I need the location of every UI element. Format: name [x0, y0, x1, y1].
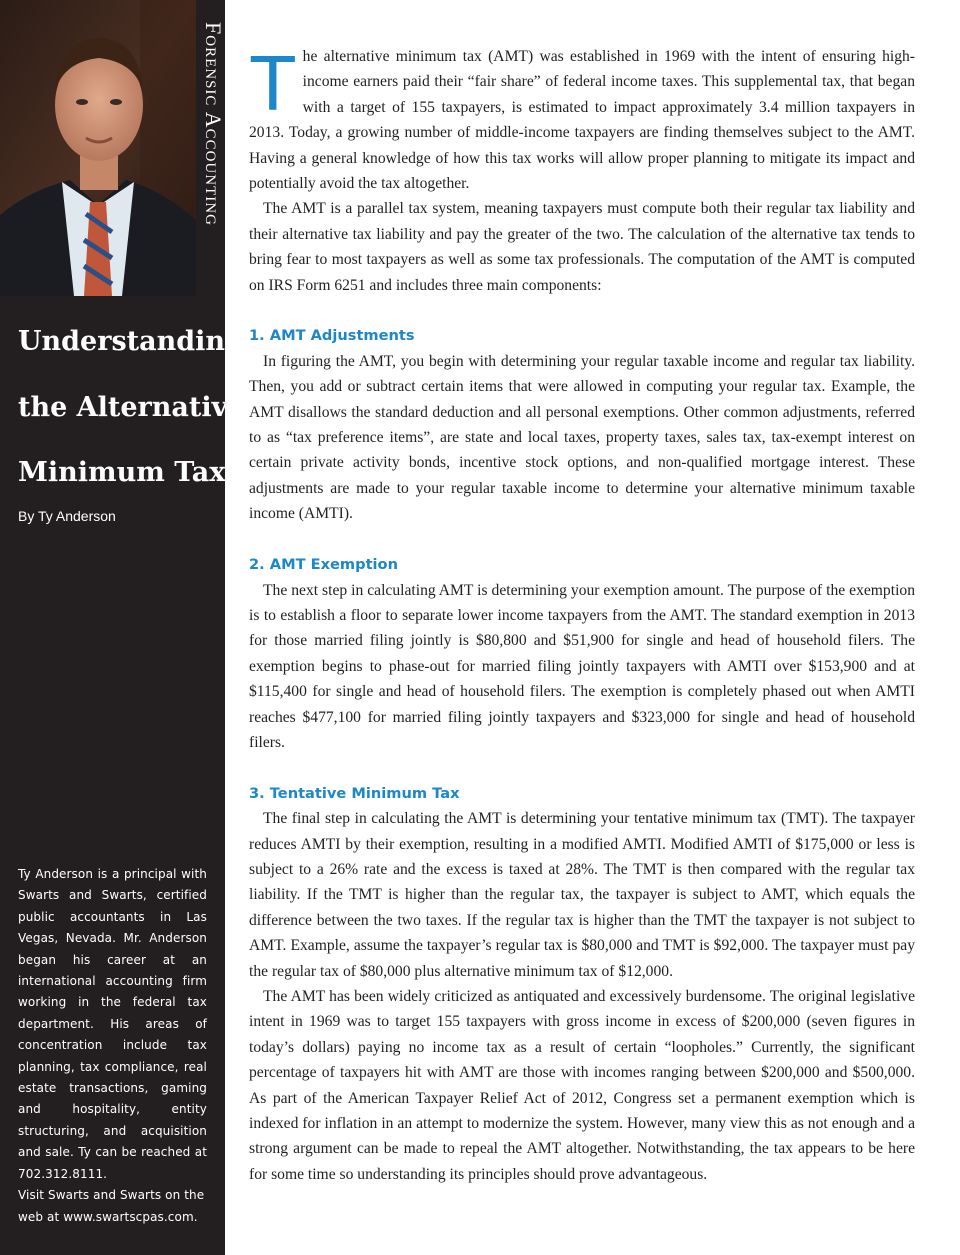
- section-label-text: Forensic Accounting: [201, 22, 226, 226]
- byline: By Ty Anderson: [18, 508, 116, 524]
- section-label: [194, 0, 226, 296]
- title-line-3: Minimum Tax: [18, 457, 226, 488]
- article-body: [249, 39, 915, 1187]
- section-paragraph: The next step in calculating AMT is determining your exemption amount. The purpose of the exemption is to establish a floor to separate lower income taxpayers from the AMT. The standard exemption in 2013 for those married filing jointly is $80,800 and $51,900 for single and head of household filers. The exemption begins to phase-out for married filing jointly taxpayers with AMTI over $153,900 and at $115,400 for single and head of household filers. The exemption is completely phased out when AMTI reaches $477,100 for married filing jointly taxpayers and $323,000 for single and head of household filers.: [249, 581, 915, 751]
- author-bio: [18, 864, 207, 1228]
- sidebar: [0, 0, 245, 1255]
- section-heading: 3. Tentative Minimum Tax: [249, 784, 460, 802]
- bio-text: Ty Anderson is a principal with Swarts and Swarts, certified public accountants in Las Vegas, Nevada. Mr. Anderson began his career at an international accounting firm working in the federal tax department. His areas of concentration include tax planning, tax compliance, real estate transactions, gaming and hospitality, entity structuring, and acquisition and sale. Ty can be reached at 702.312.8111.: [18, 867, 207, 1181]
- section-heading: 2. AMT Exemption: [249, 556, 398, 574]
- title-line-1: Understanding: [18, 326, 244, 357]
- section-heading: 1. AMT Adjustments: [249, 327, 415, 345]
- author-photo: [0, 0, 196, 296]
- title-line-2: the Alternative: [18, 392, 245, 423]
- section-paragraph: In figuring the AMT, you begin with determining your regular taxable income and regular tax liability. Then, you add or subtract certain items that were allowed in computing your regular tax. Example, the AMT disallows the standard deduction and all personal exemptions. Other common adjustments, referred to as “tax preference items”, are state and local taxes, property taxes, sales tax, tax-exempt interest on certain private activity bonds, incentive stock options, and non-qualified mortgage interest. These adjustments are made to your regular taxable income to determine your alternative minimum taxable income (AMTI).: [249, 352, 915, 523]
- dropcap: T: [249, 39, 297, 127]
- section-paragraph: The AMT has been widely criticized as antiquated and excessively burdensome. The original legislative intent in 1969 was to target 155 taxpayers with gross income in excess of $200,000 (seven figures in today’s dollars) paying no income tax as a result of certain “loopholes.” Currently, the significant percentage of taxpayers hit with AMT are those with incomes ranging between $200,000 and $500,000. As part of the American Taxpayer Relief Act of 2012, Congress set a permanent exemption which is indexed for inflation in an attempt to modernize the system. However, many view this as not enough and a strong argument can be made to repeal the AMT altogether. Notwithstanding, the tax appears to be here for some time so understanding its principles should prove advantageous.: [249, 987, 915, 1183]
- intro-paragraph: [249, 39, 915, 196]
- visit-text: Visit Swarts and Swarts on the web at www.swartscpas.com.: [18, 1188, 205, 1224]
- section-paragraph: The final step in calculating the AMT is determining your tentative minimum tax (TMT). The taxpayer reduces AMTI by their exemption, resulting in a modified AMTI. Modified AMTI of $175,000 or less is subject to a 26% rate and the excess is taxed at 28%. The TMT is then compared with the regular tax liability. If the TMT is higher than the regular tax, the taxpayer is subject to AMT, which equals the difference between the two taxes. If the regular tax is higher than the TMT the taxpayer is not subject to AMT. Example, assume the taxpayer’s regular tax is $80,000 and TMT is $92,000. The taxpayer must pay the regular tax of $80,000 plus alternative minimum tax of $12,000.: [249, 810, 915, 980]
- intro-paragraph-2: The AMT is a parallel tax system, meaning taxpayers must compute both their regular tax liability and their alternative tax liability and pay the greater of the two. The calculation of the alternative tax tends to bring fear to most taxpayers as well as some tax professionals. The computation of the AMT is computed on IRS Form 6251 and includes three main components:: [249, 200, 915, 294]
- intro-text: he alternative minimum tax (AMT) was established in 1969 with the intent of ensuring high-income earners paid their “fair share” of federal income taxes. This supplemental tax, that began with a target of 155 taxpayers, is estimated to impact approximately 3.4 million taxpayers in 2013. Today, a growing number of middle-income taxpayers are finding themselves subject to the AMT. Having a general knowledge of how this tax works will allow proper planning to mitigate its impact and potentially avoid the tax altogether.: [249, 48, 915, 193]
